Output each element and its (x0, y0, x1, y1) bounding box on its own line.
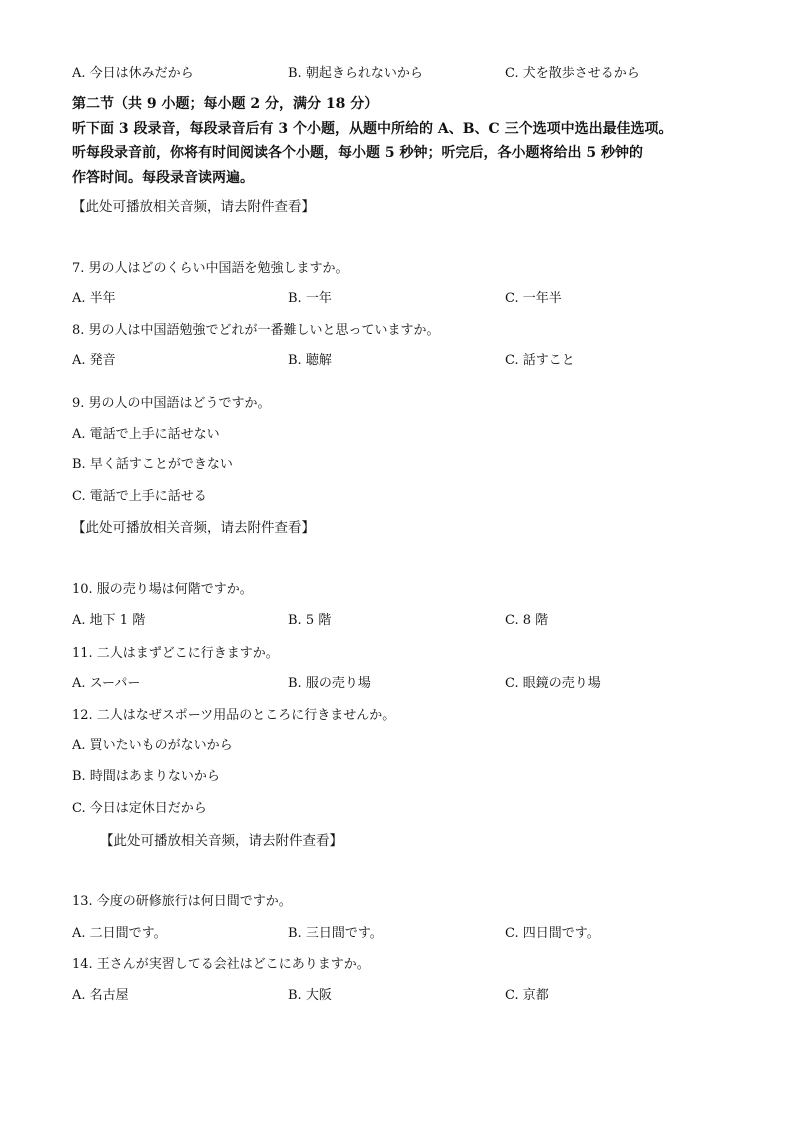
section-instruction: 作答时间。每段录音读两遍。 (72, 170, 254, 186)
option-c: C. 電話で上手に話せる (72, 489, 207, 504)
audio-note: 【此处可播放相关音频，请去附件查看】 (72, 520, 315, 536)
option-a: A. 二日間です。 (72, 926, 167, 941)
option-c: C. 京都 (505, 988, 549, 1003)
question-stem: 14. 王さんが実習してる会社はどこにありますか。 (72, 957, 370, 972)
option-b: B. 朝起きられないから (288, 66, 423, 81)
audio-note: 【此处可播放相关音频，请去附件查看】 (72, 199, 315, 215)
option-b: B. 聴解 (288, 353, 332, 368)
option-c: C. 8 階 (505, 613, 549, 628)
option-a: A. 地下 1 階 (72, 613, 146, 628)
option-a: A. 電話で上手に話せない (72, 427, 220, 442)
option-b: B. 大阪 (288, 988, 332, 1003)
option-a: A. 名古屋 (72, 988, 129, 1003)
option-b: B. 時間はあまりないから (72, 769, 220, 784)
option-c: C. 話すこと (505, 353, 575, 368)
audio-note: 【此处可播放相关音频，请去附件查看】 (100, 833, 343, 849)
option-b: B. 一年 (288, 291, 332, 306)
option-b: B. 早く話すことができない (72, 457, 233, 472)
question-stem: 8. 男の人は中国語勉強でどれが一番難しいと思っていますか。 (72, 323, 440, 338)
option-c: C. 一年半 (505, 291, 562, 306)
option-a: A. 発音 (72, 353, 116, 368)
section-title: 第二节（共 9 小题；每小题 2 分，满分 18 分） (72, 96, 379, 112)
question-stem: 9. 男の人の中国語はどうですか。 (72, 396, 271, 411)
question-stem: 11. 二人はまずどこに行きますか。 (72, 646, 279, 661)
option-c: C. 犬を散歩させるから (505, 66, 640, 81)
section-instruction: 听每段录音前，你将有时间阅读各个小题，每小题 5 秒钟；听完后，各小题将给出 5 秒钟的 (72, 145, 643, 161)
question-stem: 10. 服の売り場は何階ですか。 (72, 582, 253, 597)
question-stem: 12. 二人はなぜスポーツ用品のところに行きませんか。 (72, 708, 396, 723)
option-b: B. 服の売り場 (288, 676, 371, 691)
option-a: A. スーパー (72, 676, 141, 691)
option-b: B. 5 階 (288, 613, 332, 628)
option-a: A. 買いたいものがないから (72, 738, 233, 753)
option-c: C. 眼鏡の売り場 (505, 676, 601, 691)
option-a: A. 半年 (72, 291, 116, 306)
section-instruction: 听下面 3 段录音，每段录音后有 3 个小题，从题中所给的 A、B、C 三个选项中选出最佳选项。 (72, 121, 673, 137)
question-stem: 13. 今度の研修旅行は何日間ですか。 (72, 894, 292, 909)
option-c: C. 今日は定休日だから (72, 801, 207, 816)
option-c: C. 四日間です。 (505, 926, 600, 941)
option-b: B. 三日間です。 (288, 926, 383, 941)
option-a: A. 今日は休みだから (72, 66, 194, 81)
question-stem: 7. 男の人はどのくらい中国語を勉強しますか。 (72, 261, 349, 276)
